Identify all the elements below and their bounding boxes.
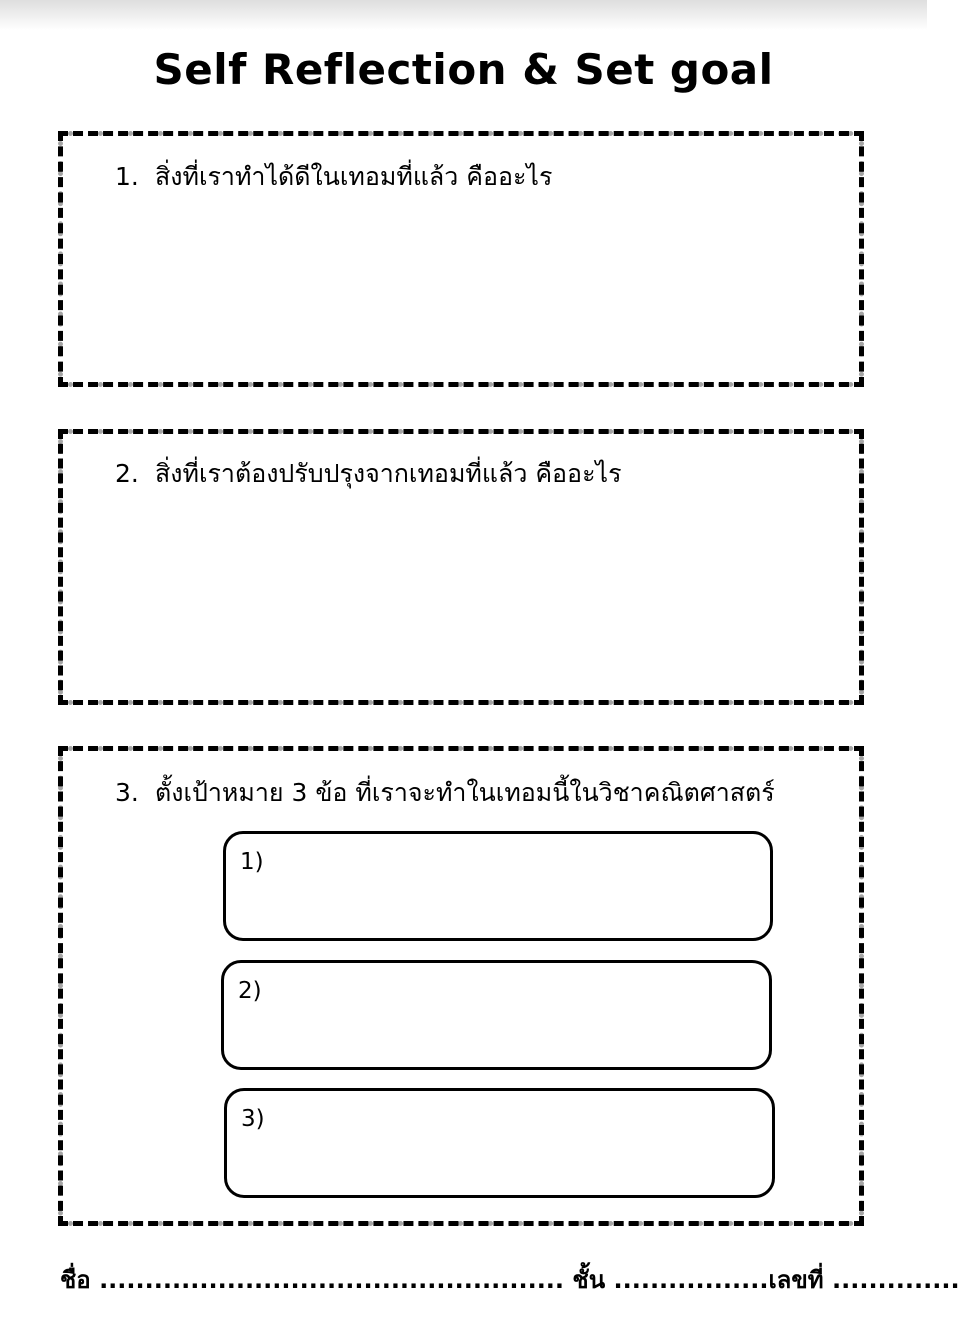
name-label: ชื่อ [60,1266,91,1294]
question-text: ตั้งเป้าหมาย 3 ข้อ ที่เราจะทำในเทอมนี้ในวิชาคณิตศาสตร์ [155,778,775,807]
class-blank: ................. [613,1266,769,1294]
number-blank: .............. [831,1266,960,1294]
class-label: ชั้น [572,1266,606,1294]
question-number: 3. [115,778,139,807]
goal-number: 2) [238,978,262,1004]
name-blank: ................................................... [99,1266,565,1294]
goal-number: 3) [241,1106,265,1132]
section-box-2 [58,429,864,705]
question-number: 1. [115,162,139,191]
goal-box-2 [221,960,772,1070]
question-text: สิ่งที่เราทำได้ดีในเทอมที่แล้ว คืออะไร [155,162,553,191]
goal-number: 1) [240,849,264,875]
section-box-3 [58,746,864,1226]
question-1 [115,161,552,193]
top-shadow [0,0,927,30]
number-label: เลขที่ [768,1266,824,1294]
section-box-1 [58,131,864,387]
question-2 [115,458,622,490]
question-number: 2. [115,459,139,488]
goal-box-1 [223,831,773,941]
goal-box-3 [224,1088,775,1198]
question-3 [115,777,775,809]
page-title: Self Reflection & Set goal [153,45,774,94]
student-info-line [60,1262,960,1298]
question-text: สิ่งที่เราต้องปรับปรุงจากเทอมที่แล้ว คืออะไร [155,459,622,488]
